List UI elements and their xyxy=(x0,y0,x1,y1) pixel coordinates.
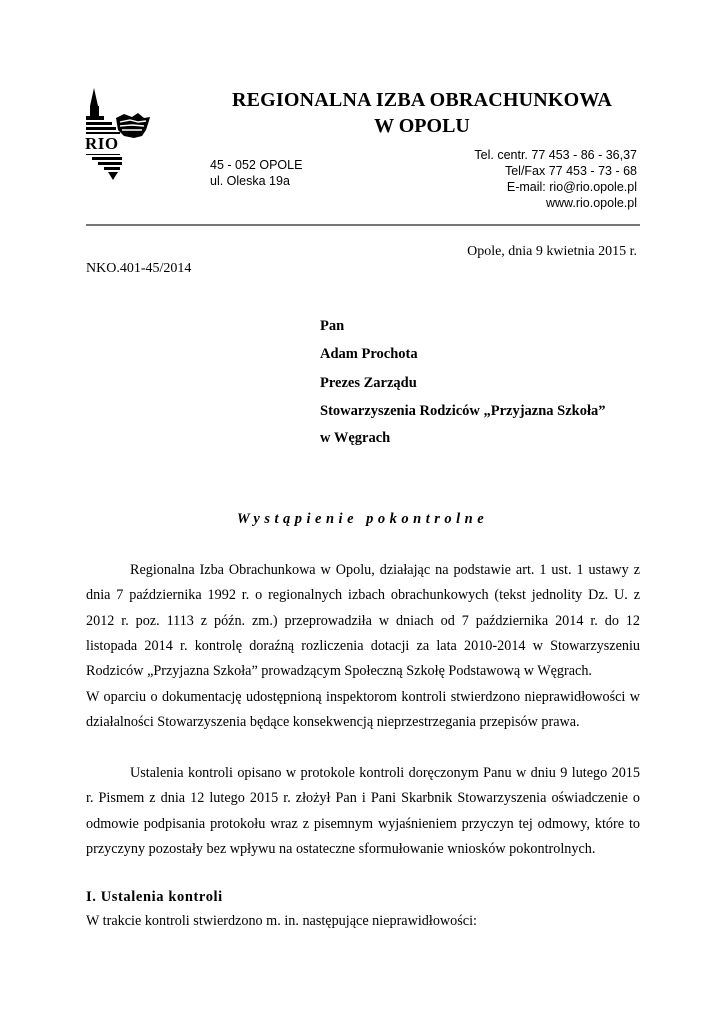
document-title: Wystąpienie pokontrolne xyxy=(236,511,489,527)
recipient-salutation: Pan xyxy=(320,318,345,334)
contact-website: www.rio.opole.pl xyxy=(545,196,637,210)
recipient-name: Adam Prochota xyxy=(320,346,418,362)
header-divider xyxy=(86,224,640,226)
reference-number: NKO.401-45/2014 xyxy=(86,261,192,276)
contact-phone: Tel. centr. 77 453 - 86 - 36,37 xyxy=(474,148,637,162)
place-date: Opole, dnia 9 kwietnia 2015 r. xyxy=(467,244,637,259)
recipient-location: w Węgrach xyxy=(320,430,391,446)
contact-fax: Tel/Fax 77 453 - 73 - 68 xyxy=(504,164,637,178)
rio-logo xyxy=(80,84,160,184)
section-intro: W trakcie kontroli stwierdzono m. in. następujące nieprawidłowości: xyxy=(86,913,477,929)
organization-city: W OPOLU xyxy=(374,115,470,137)
section-heading: I. Ustalenia kontroli xyxy=(86,889,223,905)
postal-address: 45 - 052 OPOLE xyxy=(210,158,303,172)
contact-email: E-mail: rio@rio.opole.pl xyxy=(506,180,637,194)
organization-name: REGIONALNA IZBA OBRACHUNKOWA xyxy=(231,89,613,111)
paragraph-intro: Regionalna Izba Obrachunkowa w Opolu, działając na podstawie art. 1 ust. 1 ustawy z dnia 7 października 1992 r. o regionalnych izbach obrachunkowych (tekst jednolity Dz. U. z 2012 r. poz. 1113 z późn. zm.) przeprowadziła w dniach od 7 października 2014 r. do 12 listopada 2014 r. kontrolę doraźną rozliczenia dotacji za lata 2010-2014 w Stowarzyszeniu Rodziców „Przyjazna Szkoła” prowadzącym Społeczną Szkołę Podstawową w Węgrach. xyxy=(86,562,640,680)
paragraph-findings-summary: W oparciu o dokumentację udostępnioną inspektorom kontroli stwierdzono nieprawidłowości w działalności Stowarzyszenia będące konsekwencją nieprzestrzegania przepisów prawa. xyxy=(86,689,640,731)
paragraph-protocol: Ustalenia kontroli opisano w protokole kontroli doręczonym Panu w dniu 9 lutego 2015 r. Pismem z dnia 12 lutego 2015 r. złożył Pan i Pani Skarbnik Stowarzyszenia oświadczenie o odmowie podpisania protokołu wraz z pisemnym wyjaśnieniem przyczyn tej odmowy, które to przyczyny pozostały bez wpływu na ostateczne sformułowanie wniosków pokontrolnych. xyxy=(86,765,640,857)
recipient-organization: Stowarzyszenia Rodziców „Przyjazna Szkoła” xyxy=(320,403,606,419)
street-address: ul. Oleska 19a xyxy=(210,174,290,188)
logo-text: RIO xyxy=(85,134,119,153)
recipient-position: Prezes Zarządu xyxy=(320,375,417,391)
